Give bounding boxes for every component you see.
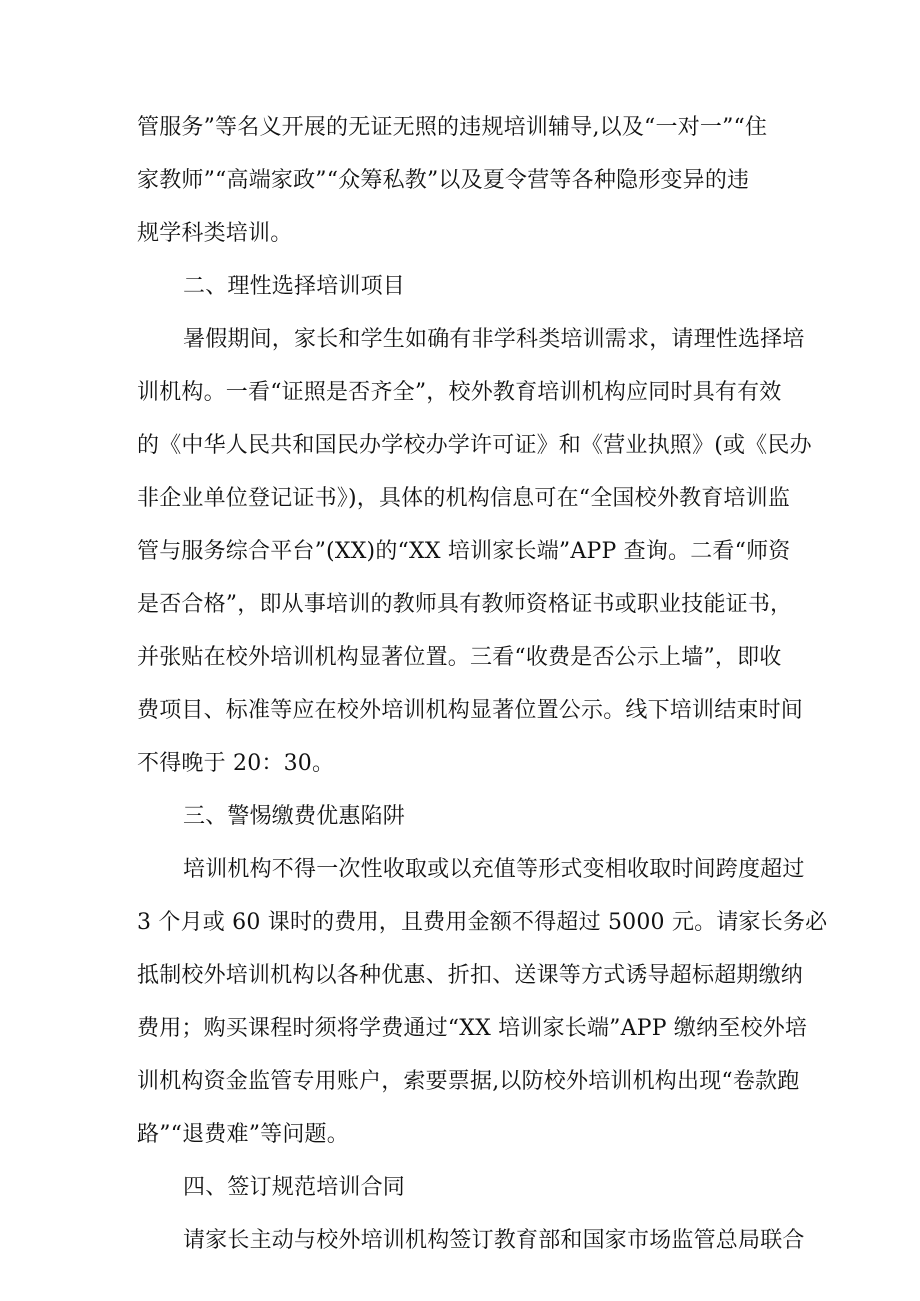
paragraph-line: 训机构。一看“证照是否齐全”，校外教育培训机构应同时具有有效 xyxy=(137,380,782,405)
paragraph-line: 培训机构不得一次性收取或以充值等形式变相收取时间跨度超过 xyxy=(183,857,805,882)
paragraph-line: 3 个月或 60 课时的费用，且费用金额不得超过 5000 元。请家长务必 xyxy=(137,910,828,935)
paragraph-line: 是否合格”，即从事培训的教师具有教师资格证书或职业技能证书， xyxy=(137,592,793,617)
paragraph-line: 并张贴在校外培训机构显著位置。三看“收费是否公示上墙”，即收 xyxy=(137,645,782,670)
paragraph-line: 管服务”等名义开展的无证无照的违规培训辅导,以及“一对一”“住 xyxy=(137,115,768,140)
paragraph-line: 抵制校外培训机构以各种优惠、折扣、送课等方式诱导超标超期缴纳 xyxy=(137,963,804,988)
paragraph-line: 家教师”“高端家政”“众筹私教”以及夏令营等各种隐形变异的违 xyxy=(137,168,750,193)
paragraph-line: 路”“退费难”等问题。 xyxy=(137,1122,349,1147)
section-heading: 三、警惕缴费优惠陷阱 xyxy=(183,804,406,829)
paragraph-line: 的《中华人民共和国民办学校办学许可证》和《营业执照》(或《民办 xyxy=(137,433,812,458)
paragraph-line: 非企业单位登记证书》)，具体的机构信息可在“全国校外教育培训监 xyxy=(137,486,791,511)
paragraph-line: 规学科类培训。 xyxy=(137,221,293,246)
paragraph-line: 不得晚于 20：30。 xyxy=(137,751,335,776)
paragraph-line: 暑假期间，家长和学生如确有非学科类培训需求，请理性选择培 xyxy=(183,327,805,352)
paragraph-line: 费项目、标准等应在校外培训机构显著位置公示。线下培训结束时间 xyxy=(137,698,804,723)
section-heading: 四、签订规范培训合同 xyxy=(183,1175,406,1200)
paragraph-line: 训机构资金监管专用账户，索要票据,以防校外培训机构出现“卷款跑 xyxy=(137,1069,800,1094)
paragraph-line: 管与服务综合平台”(XX)的“XX 培训家长端”APP 查询。二看“师资 xyxy=(137,539,791,564)
section-heading: 二、理性选择培训项目 xyxy=(183,274,406,299)
paragraph-line: 请家长主动与校外培训机构签订教育部和国家市场监管总局联合 xyxy=(183,1228,805,1253)
paragraph-line: 费用；购买课程时须将学费通过“XX 培训家长端”APP 缴纳至校外培 xyxy=(137,1016,808,1041)
